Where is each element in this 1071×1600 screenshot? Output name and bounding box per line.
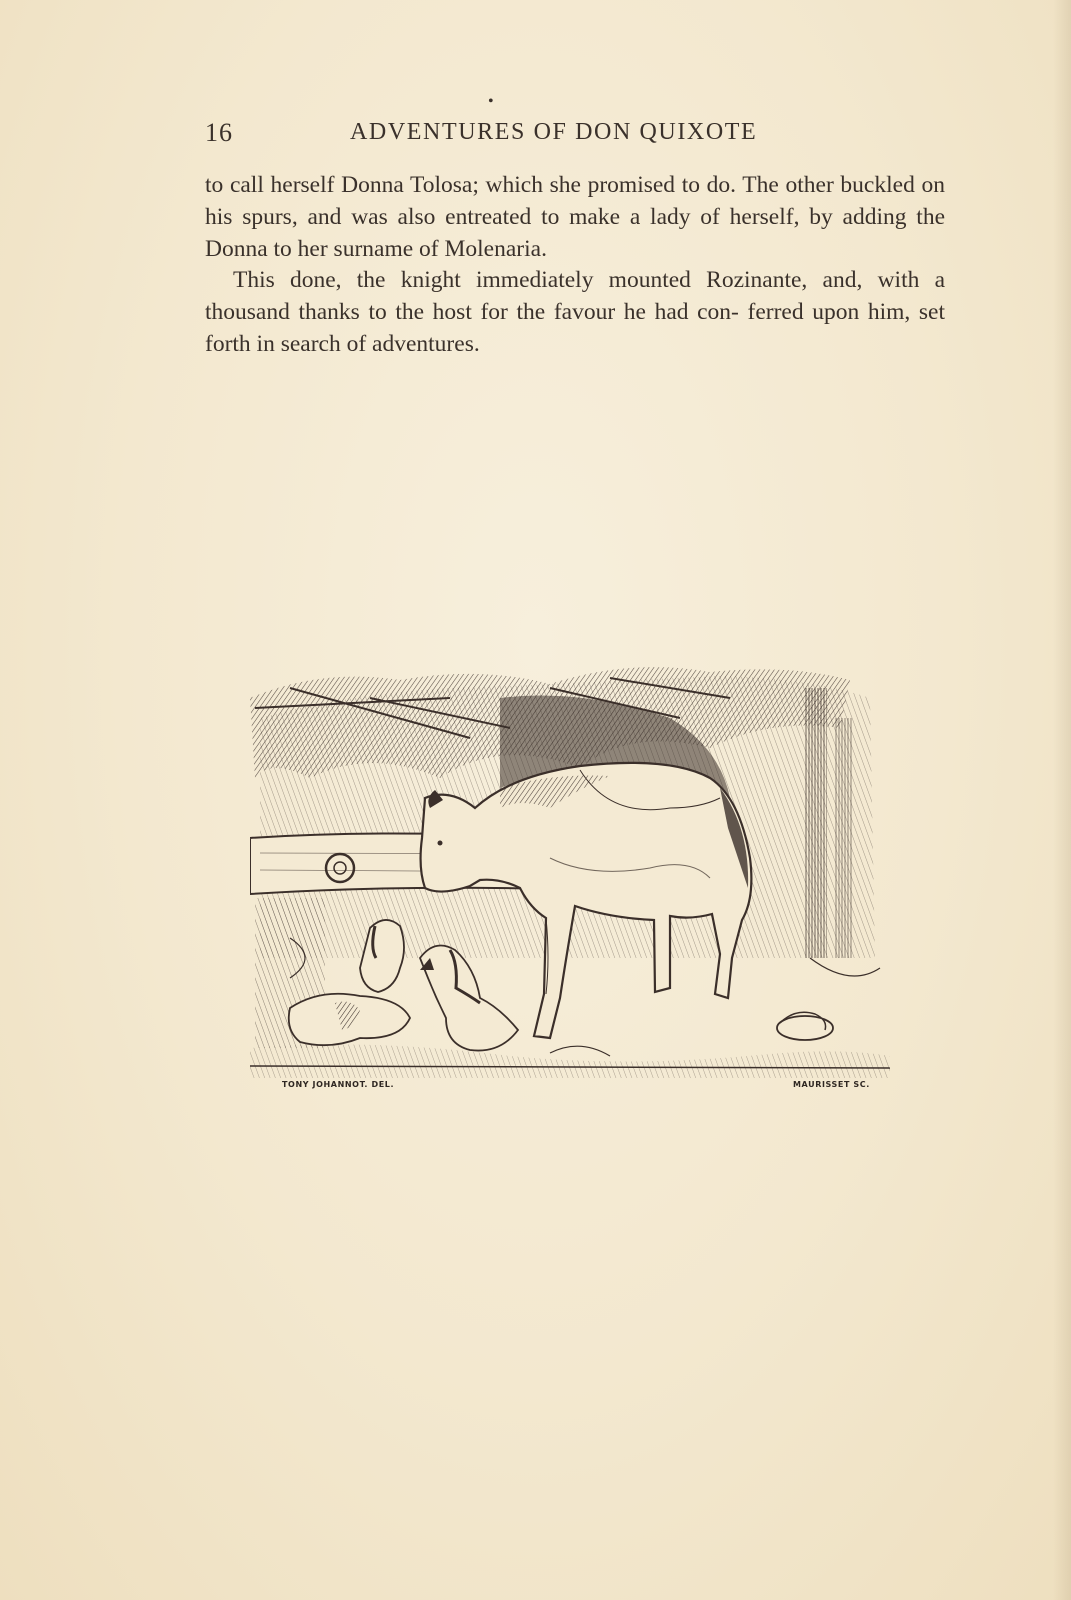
text-line: to call herself Donna Tolosa; which she promised to do. The: [205, 172, 779, 198]
text-line: with a thousand thanks to the host for the favour he had con-: [205, 267, 945, 326]
page-edge-shadow: [1053, 0, 1071, 1600]
top-ornament-mark: •: [488, 93, 494, 110]
illustrator-credit: TONY JOHANNOT. DEL.: [282, 1080, 395, 1089]
text-line: a lady of herself, by adding the Donna to her surname of: [205, 203, 945, 262]
text-line: ferred upon him, set forth in search of adventures.: [205, 299, 945, 357]
body-text: [205, 170, 945, 361]
running-head: [205, 118, 945, 152]
page-number: 16: [205, 118, 233, 147]
text-line: Molenaria.: [444, 235, 547, 262]
running-title: ADVENTURES OF DON QUIXOTE: [350, 119, 758, 145]
text-line: This done, the knight immediately mounted Rozinante, and,: [233, 267, 863, 294]
paragraph-2: [205, 265, 945, 360]
engraving-image: [250, 658, 910, 1098]
horse-and-dogs-illustration: [250, 658, 910, 1098]
text-line: other buckled on his spurs, and was also entreated to make: [205, 172, 945, 230]
engraver-credit: MAURISSET SC.: [793, 1080, 870, 1089]
paragraph-1: [205, 170, 945, 265]
